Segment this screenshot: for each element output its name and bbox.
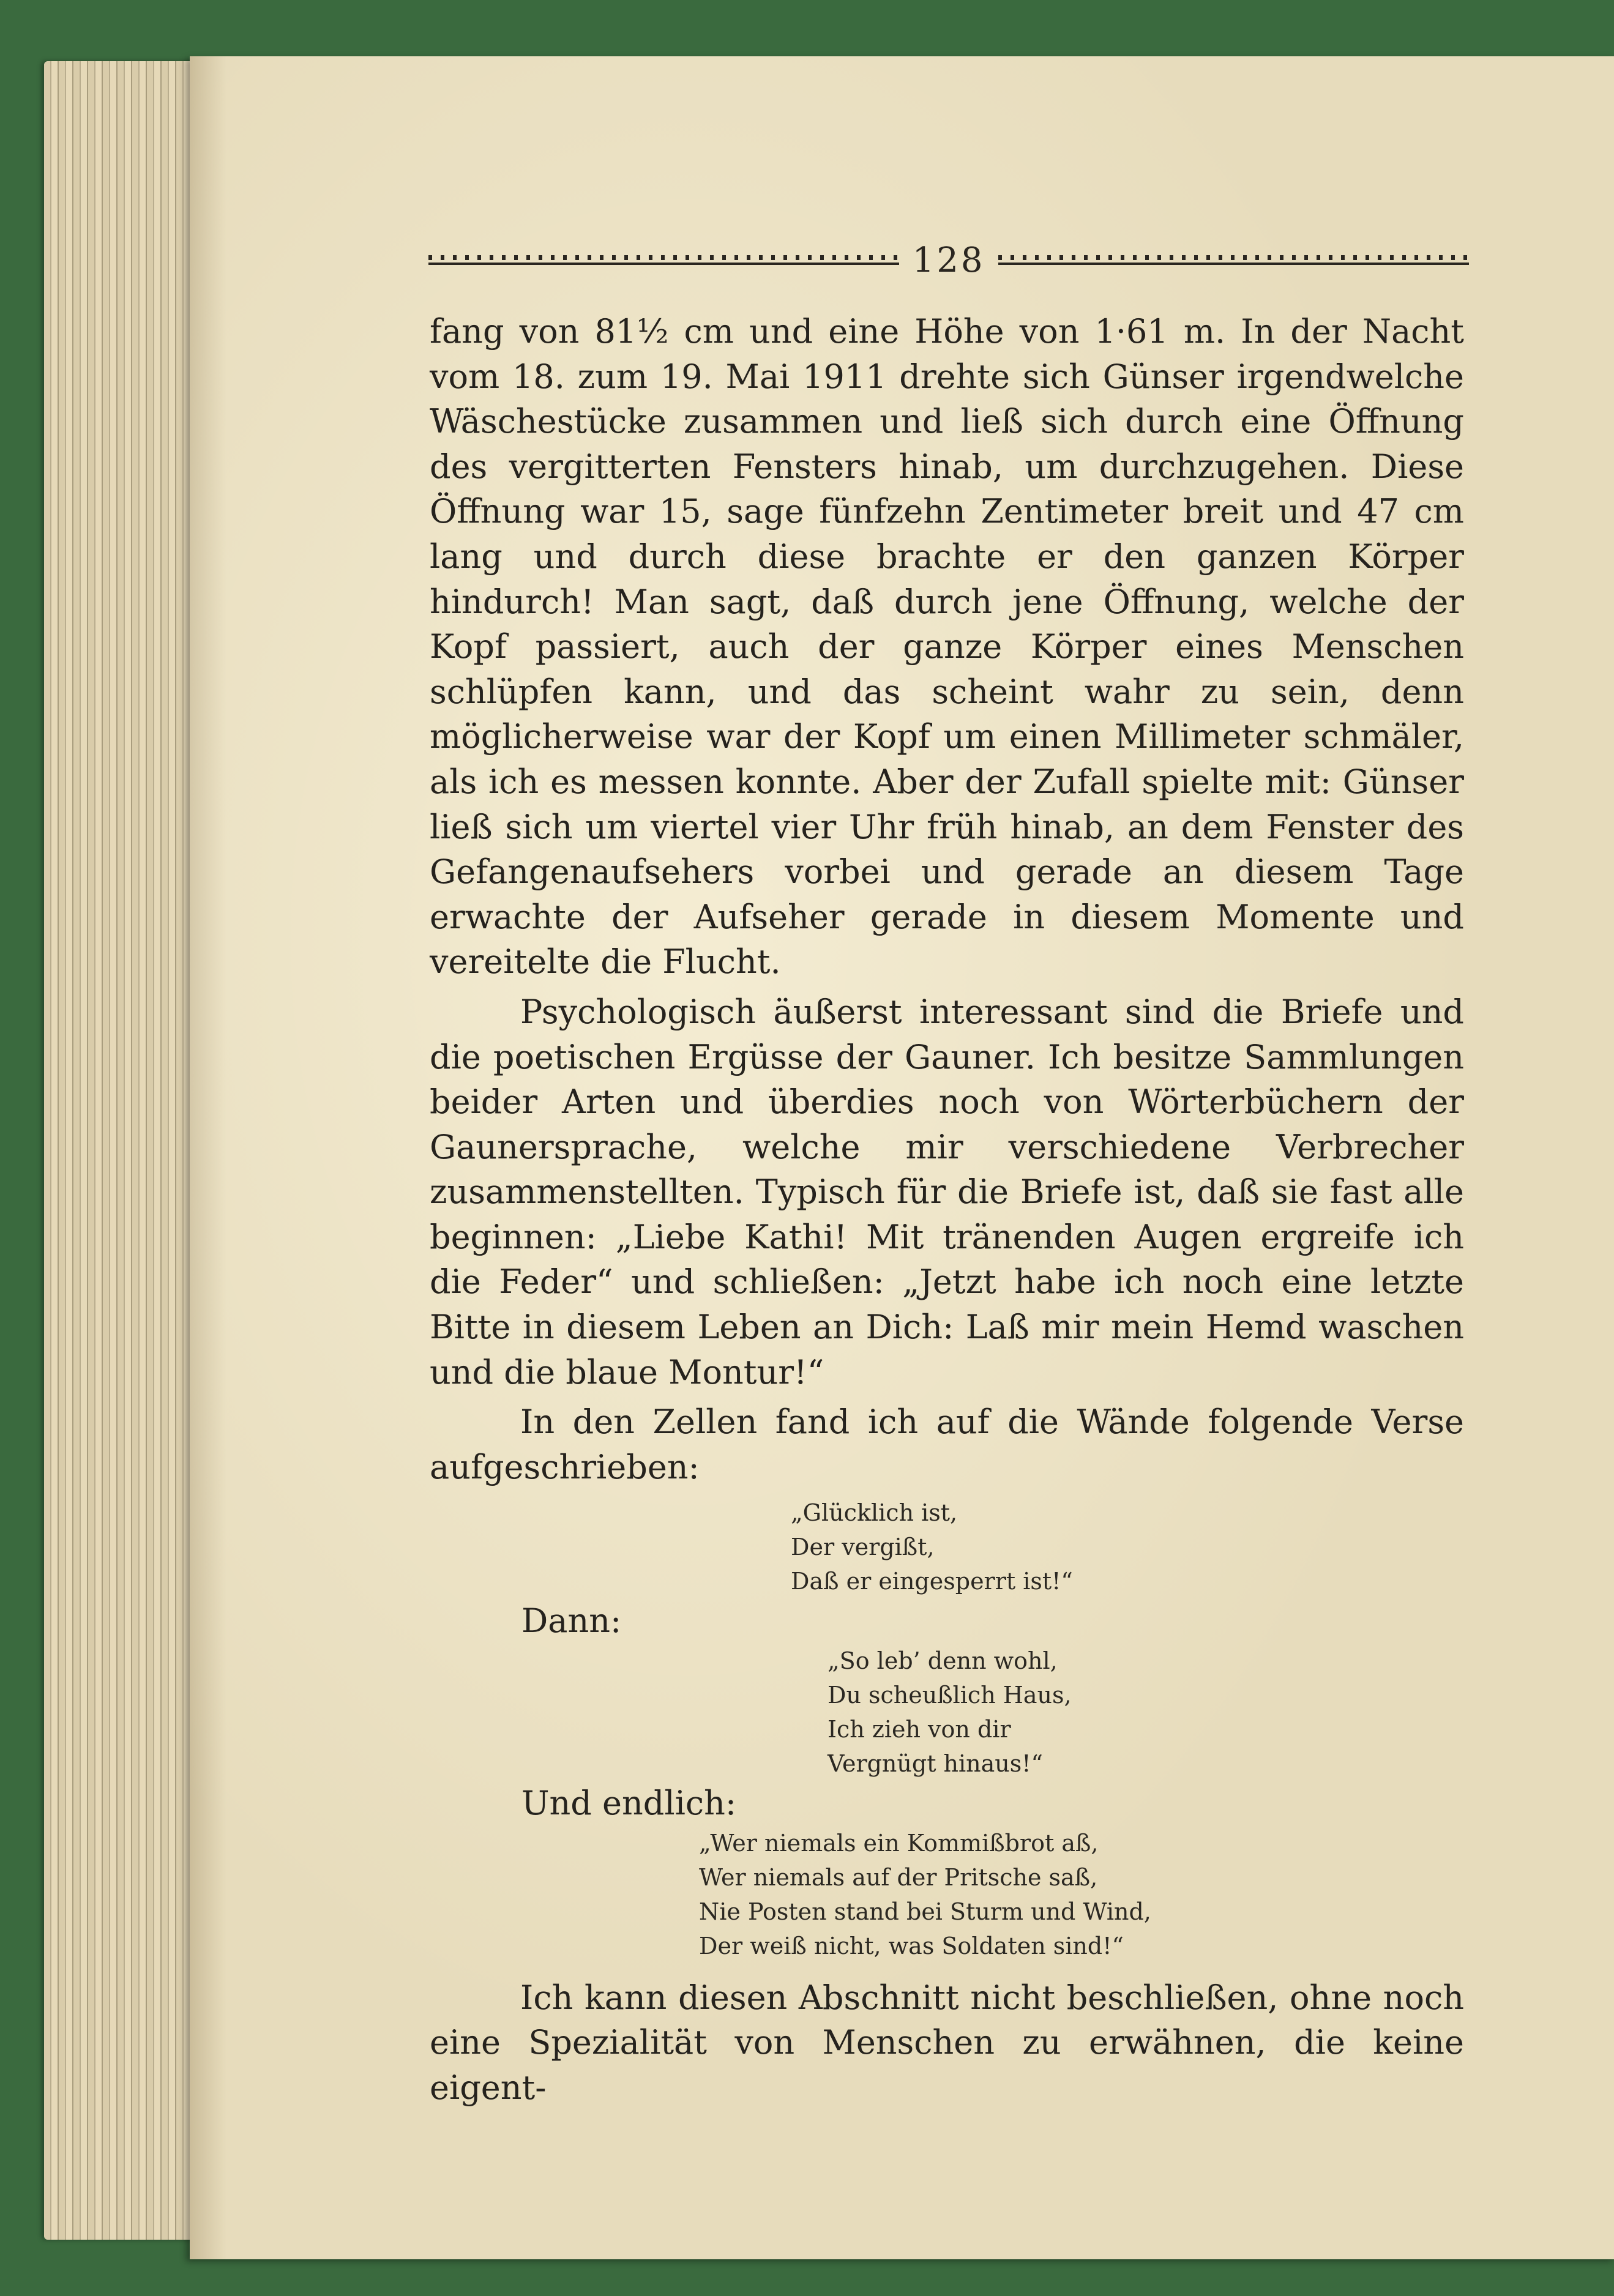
page-header xyxy=(428,239,1469,281)
verse-3 xyxy=(699,1826,1464,1963)
body-text xyxy=(430,309,1464,2110)
verse-line: Ich zieh von dir xyxy=(828,1716,1011,1743)
ornament-rule-right xyxy=(998,255,1469,265)
verse-line: „Glücklich ist, xyxy=(791,1499,958,1527)
verse-line: Wer niemals auf der Pritsche saß, xyxy=(699,1863,1098,1891)
verse-line: Daß er eingesperrt ist!“ xyxy=(791,1568,1073,1595)
verse-2 xyxy=(828,1644,1464,1781)
paragraph-3: In den Zellen fand ich auf die Wände folgende Verse aufgeschrieben: xyxy=(430,1403,1464,1486)
verse-line: Vergnügt hinaus!“ xyxy=(828,1750,1043,1778)
page-edges xyxy=(44,61,203,2240)
verse-line: Der vergißt, xyxy=(791,1534,935,1561)
label-dann: Dann: xyxy=(521,1601,622,1641)
verse-line: Nie Posten stand bei Sturm und Wind, xyxy=(699,1898,1151,1925)
verse-line: „So leb’ denn wohl, xyxy=(828,1647,1058,1675)
label-und-endlich: Und endlich: xyxy=(521,1784,737,1823)
verse-line: Der weiß nicht, was Soldaten sind!“ xyxy=(699,1932,1124,1959)
paragraph-1: fang von 81½ cm und eine Höhe von 1·61 m. In der Nacht vom 18. zum 19. Mai 1911 drehte sich Günser irgendwelche Wäschestücke zusammen und ließ sich durch eine Öffnung des vergitterten Fensters hinab, um durchzugehen. Diese Öffnung war 15, sage fünfzehn Zentimeter breit und 47 cm lang und durch diese brachte er den ganzen Körper hindurch! Man sagt, daß durch jene Öffnung, welche der Kopf passiert, auch der ganze Körper eines Menschen schlüpfen kann, und das scheint wahr zu sein, denn möglicherweise war der Kopf um einen Millimeter schmäler, als ich es messen konnte. Aber der Zufall spielte mit: Günser ließ sich um viertel vier Uhr früh hinab, an dem Fenster des Gefangenaufsehers vorbei und gerade an diesem Tage erwachte der Aufseher gerade in diesem Momente und vereitelte die Flucht. xyxy=(430,312,1464,982)
verse-line: „Wer niemals ein Kommißbrot aß, xyxy=(699,1829,1099,1857)
verse-1 xyxy=(791,1496,1464,1598)
final-paragraph: Ich kann diesen Abschnitt nicht beschließen, ohne noch eine Spezialität von Menschen zu erwähnen, die keine eigent- xyxy=(430,1978,1464,2107)
ornament-rule-left xyxy=(428,255,899,265)
verse-line: Du scheußlich Haus, xyxy=(828,1682,1072,1709)
paragraph-2: Psychologisch äußerst interessant sind die Briefe und die poetischen Ergüsse der Gauner. Ich besitze Sammlungen beider Arten und überdies noch von Wörterbüchern der Gaunersprache, welche mir verschiedene Verbrecher zusammenstellten. Typisch für die Briefe ist, daß sie fast alle beginnen: „Liebe Kathi! Mit tränenden Augen ergreife ich die Feder“ und schließen: „Jetzt habe ich noch eine letzte Bitte in diesem Leben an Dich: Laß mir mein Hemd waschen und die blaue Montur!“ xyxy=(430,992,1464,1392)
page-number: 128 xyxy=(912,240,985,280)
